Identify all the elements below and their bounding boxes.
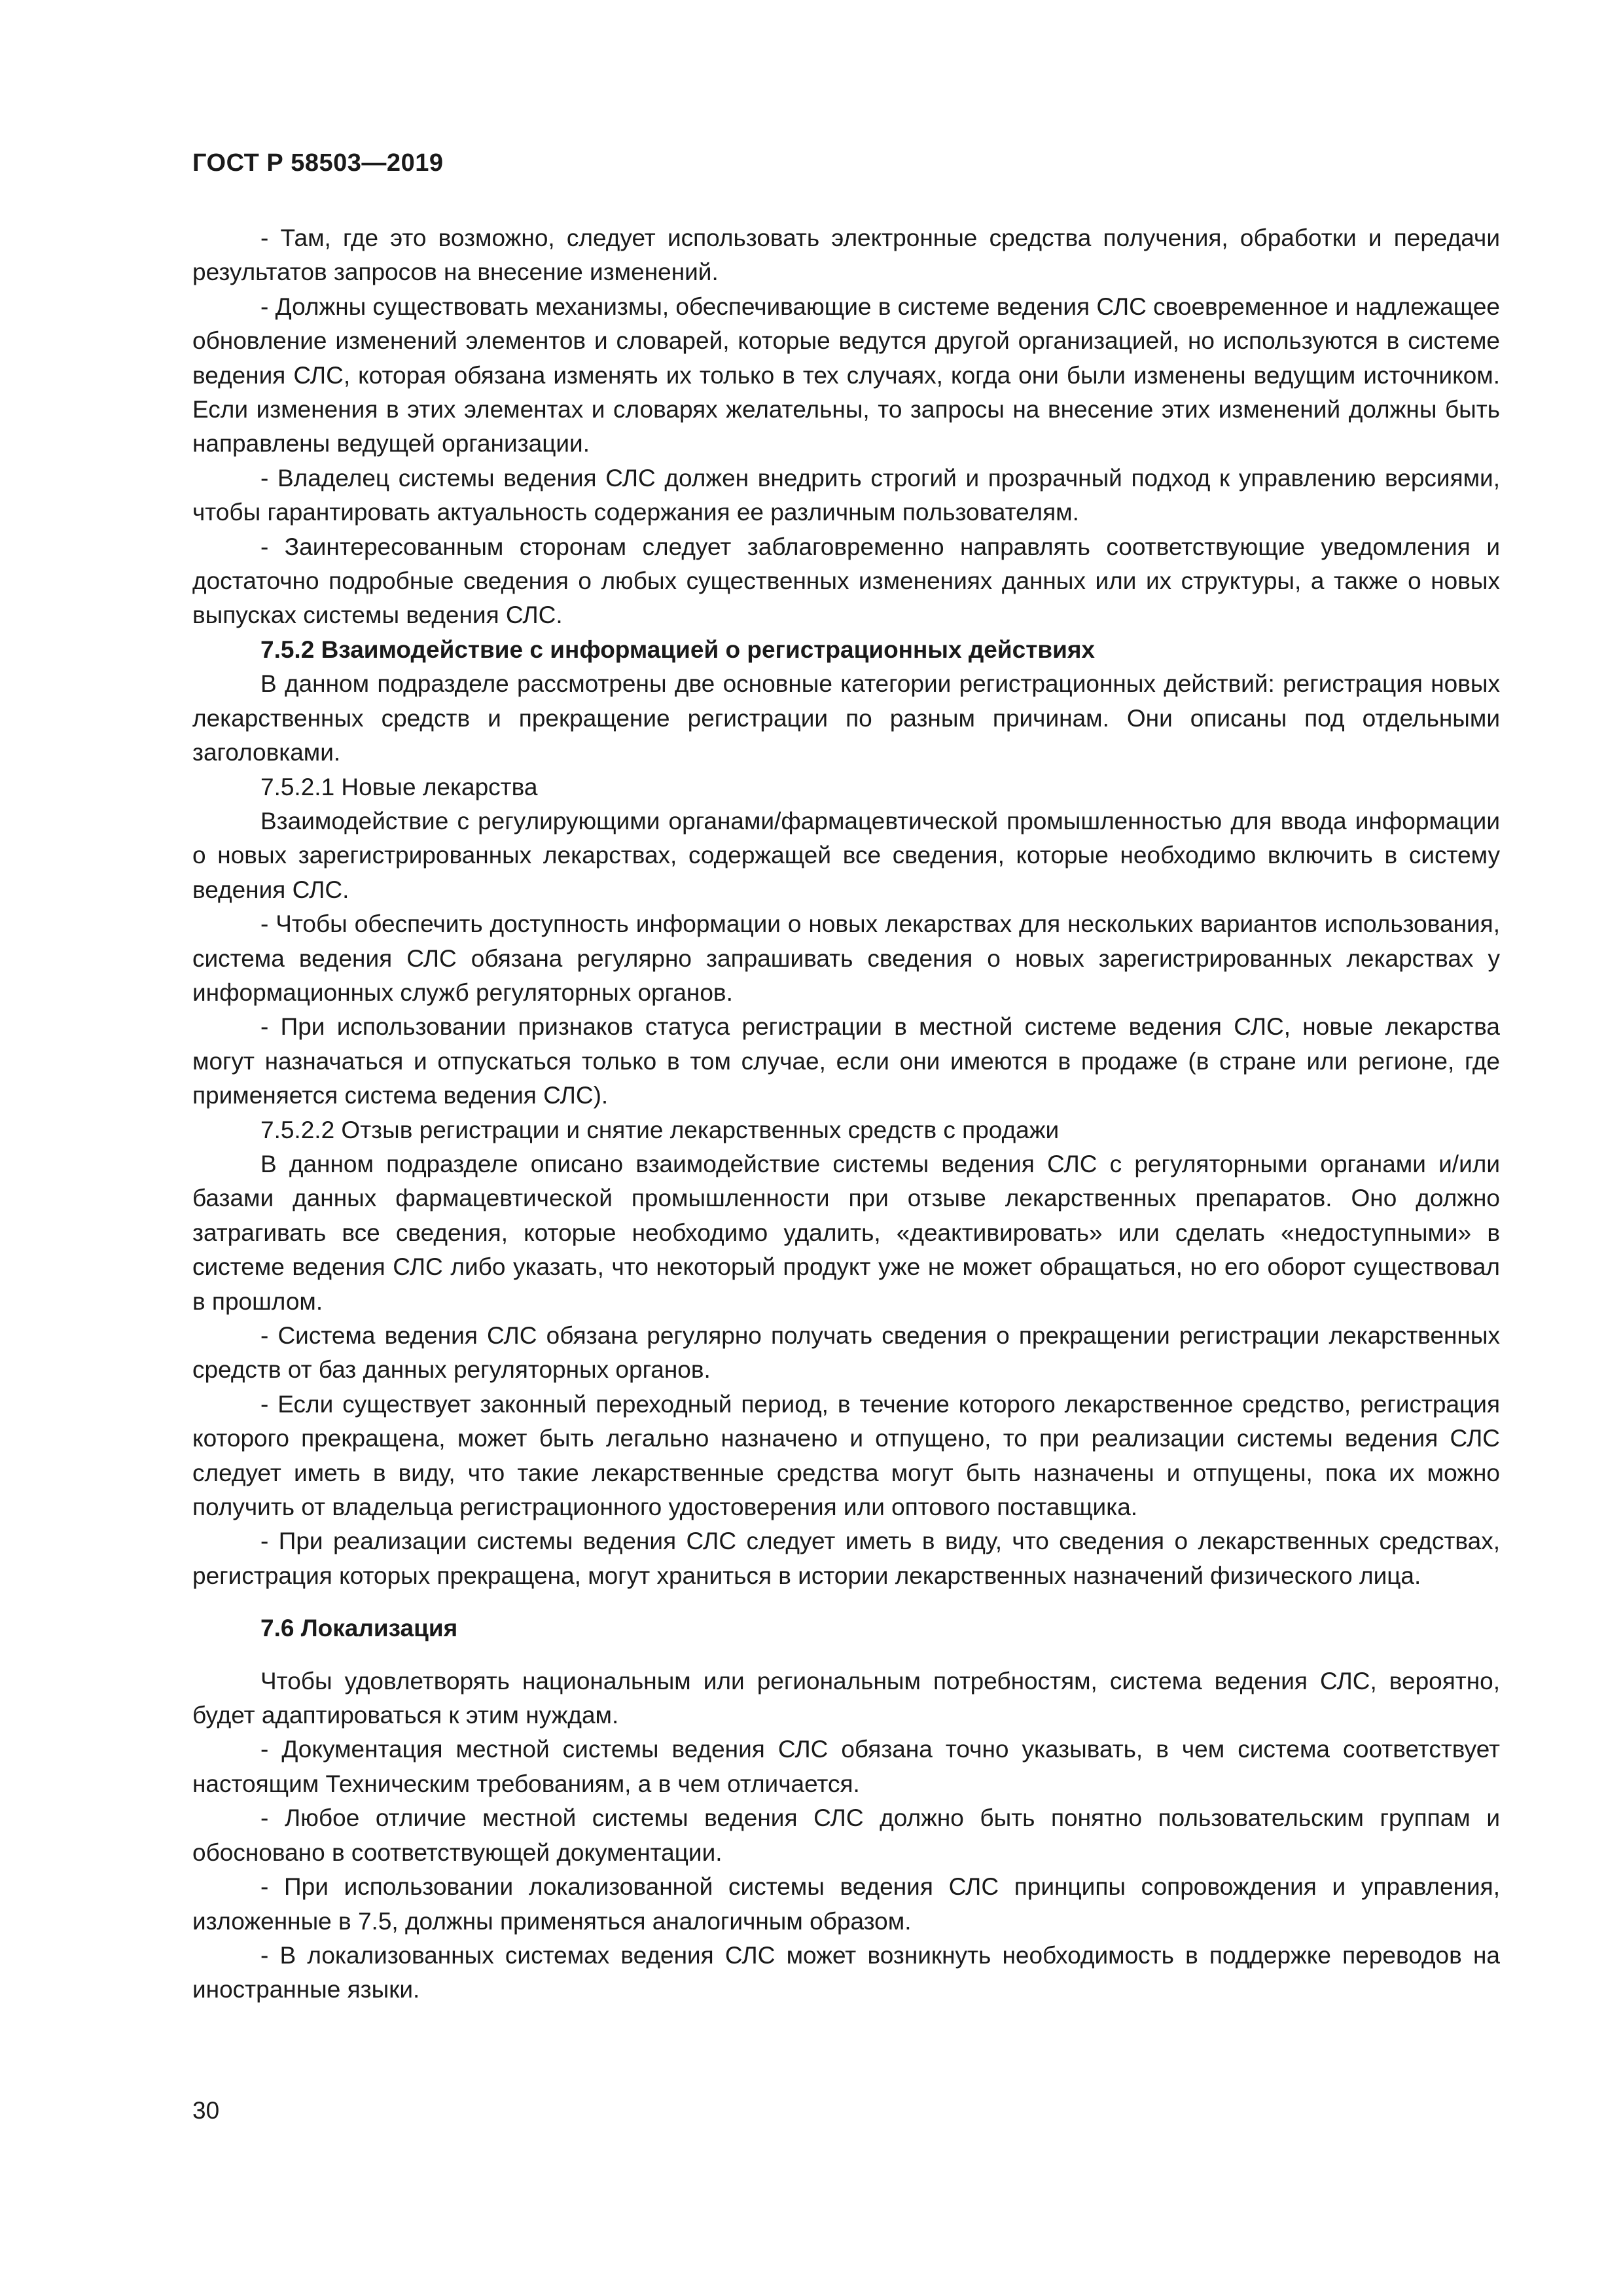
paragraph-local-principles: - При использовании локализованной системы ведения СЛС принципы сопровождения и управления, изложенные в 7.5, должны применяться аналогичным образом. [192, 1873, 1500, 1935]
subsection-heading-7-5-2-1: 7.5.2.1 Новые лекарства [260, 773, 538, 800]
paragraph-local-documentation: - Документация местной системы ведения СЛС обязана точно указывать, в чем система соответствует настоящим Техническим требованиям, а в чем отличается. [192, 1736, 1500, 1797]
paragraph-update-mechanisms: - Должны существовать механизмы, обеспечивающие в системе ведения СЛС своевременное и надлежащее обновление изменений элементов и словарей, которые ведутся другой организацией, но используются в системе ведения СЛС, которая обязана изменять их только в тех случаях, когда они были изменены ведущим источником. Если изменения в этих элементах и словарях желательны, то запросы на внесение этих изменений должны быть направлены ведущей организации. [192, 293, 1500, 457]
paragraph-electronic-means: - Там, где это возможно, следует использовать электронные средства получения, обработки и передачи результатов запросов на внесение изменений. [192, 224, 1500, 286]
paragraph-withdrawal-interaction: В данном подразделе описано взаимодействие системы ведения СЛС с регуляторными органами и/или базами данных фармацевтической промышленности при отзыве лекарственных препаратов. Оно должно затрагивать все сведения, которые необходимо удалить, «деактивировать» или сделать «недоступными» в системе ведения СЛС либо указать, что некоторый продукт уже не может обращаться, но его оборот существовал в прошлом. [192, 1150, 1500, 1315]
document-body [192, 221, 1500, 2007]
subsection-heading-7-5-2-2: 7.5.2.2 Отзыв регистрации и снятие лекарственных средств с продажи [260, 1116, 1060, 1143]
section-heading-7-6: 7.6 Локализация [260, 1615, 458, 1642]
page-number: 30 [192, 2097, 220, 2124]
paragraph-version-control: - Владелец системы ведения СЛС должен внедрить строгий и прозрачный подход к управлению версиями, чтобы гарантировать актуальность содержания ее различным пользователям. [192, 464, 1500, 526]
paragraph-withdrawal-data: - Система ведения СЛС обязана регулярно получать сведения о прекращении регистрации лекарственных средств от баз данных регуляторных органов. [192, 1322, 1500, 1384]
paragraph-notifications: - Заинтересованным сторонам следует заблаговременно направлять соответствующие уведомления и достаточно подробные сведения о любых существенных изменениях данных или их структуры, а также о новых выпусках системы ведения СЛС. [192, 533, 1500, 629]
paragraph-transition-period: - Если существует законный переходный период, в течение которого лекарственное средство, регистрация которого прекращена, может быть легально назначено и отпущено, то при реализации системы ведения СЛС следует иметь в виду, что такие лекарственные средства могут быть назначены и отпущены, пока их можно получить от владельца регистрационного удостоверения или оптового поставщика. [192, 1390, 1500, 1521]
paragraph-new-drugs-availability: - Чтобы обеспечить доступность информации о новых лекарствах для нескольких вариантов использования, система ведения СЛС обязана регулярно запрашивать сведения о новых зарегистрированных лекарствах у информационных служб регуляторных органов. [192, 910, 1500, 1006]
paragraph-new-drugs-interaction: Взаимодействие с регулирующими органами/фармацевтической промышленностью для ввода информации о новых зарегистрированных лекарствах, содержащей все сведения, которые необходимо включить в систему ведения СЛС. [192, 807, 1500, 903]
paragraph-registration-categories: В данном подразделе рассмотрены две основные категории регистрационных действий: регистрация новых лекарственных средств и прекращение регистрации по разным причинам. Они описаны под отдельными заголовками. [192, 670, 1500, 766]
paragraph-registration-status: - При использовании признаков статуса регистрации в местной системе ведения СЛС, новые лекарства могут назначаться и отпускаться только в том случае, если они имеются в продаже (в стране или регионе, где применяется система ведения СЛС). [192, 1013, 1500, 1109]
document-header: ГОСТ Р 58503—2019 [192, 149, 444, 177]
paragraph-prescription-history: - При реализации системы ведения СЛС следует иметь в виду, что сведения о лекарственных средствах, регистрация которых прекращена, могут храниться в истории лекарственных назначений физического лица. [192, 1528, 1500, 1589]
paragraph-localization-needs: Чтобы удовлетворять национальным или региональным потребностям, система ведения СЛС, вероятно, будет адаптироваться к этим нуждам. [192, 1667, 1500, 1729]
paragraph-translations: - В локализованных системах ведения СЛС может возникнуть необходимость в поддержке переводов на иностранные языки. [192, 1941, 1500, 2003]
paragraph-local-differences: - Любое отличие местной системы ведения СЛС должно быть понятно пользовательским группам и обосновано в соответствующей документации. [192, 1804, 1500, 1866]
section-heading-7-5-2: 7.5.2 Взаимодействие с информацией о регистрационных действиях [260, 636, 1095, 663]
